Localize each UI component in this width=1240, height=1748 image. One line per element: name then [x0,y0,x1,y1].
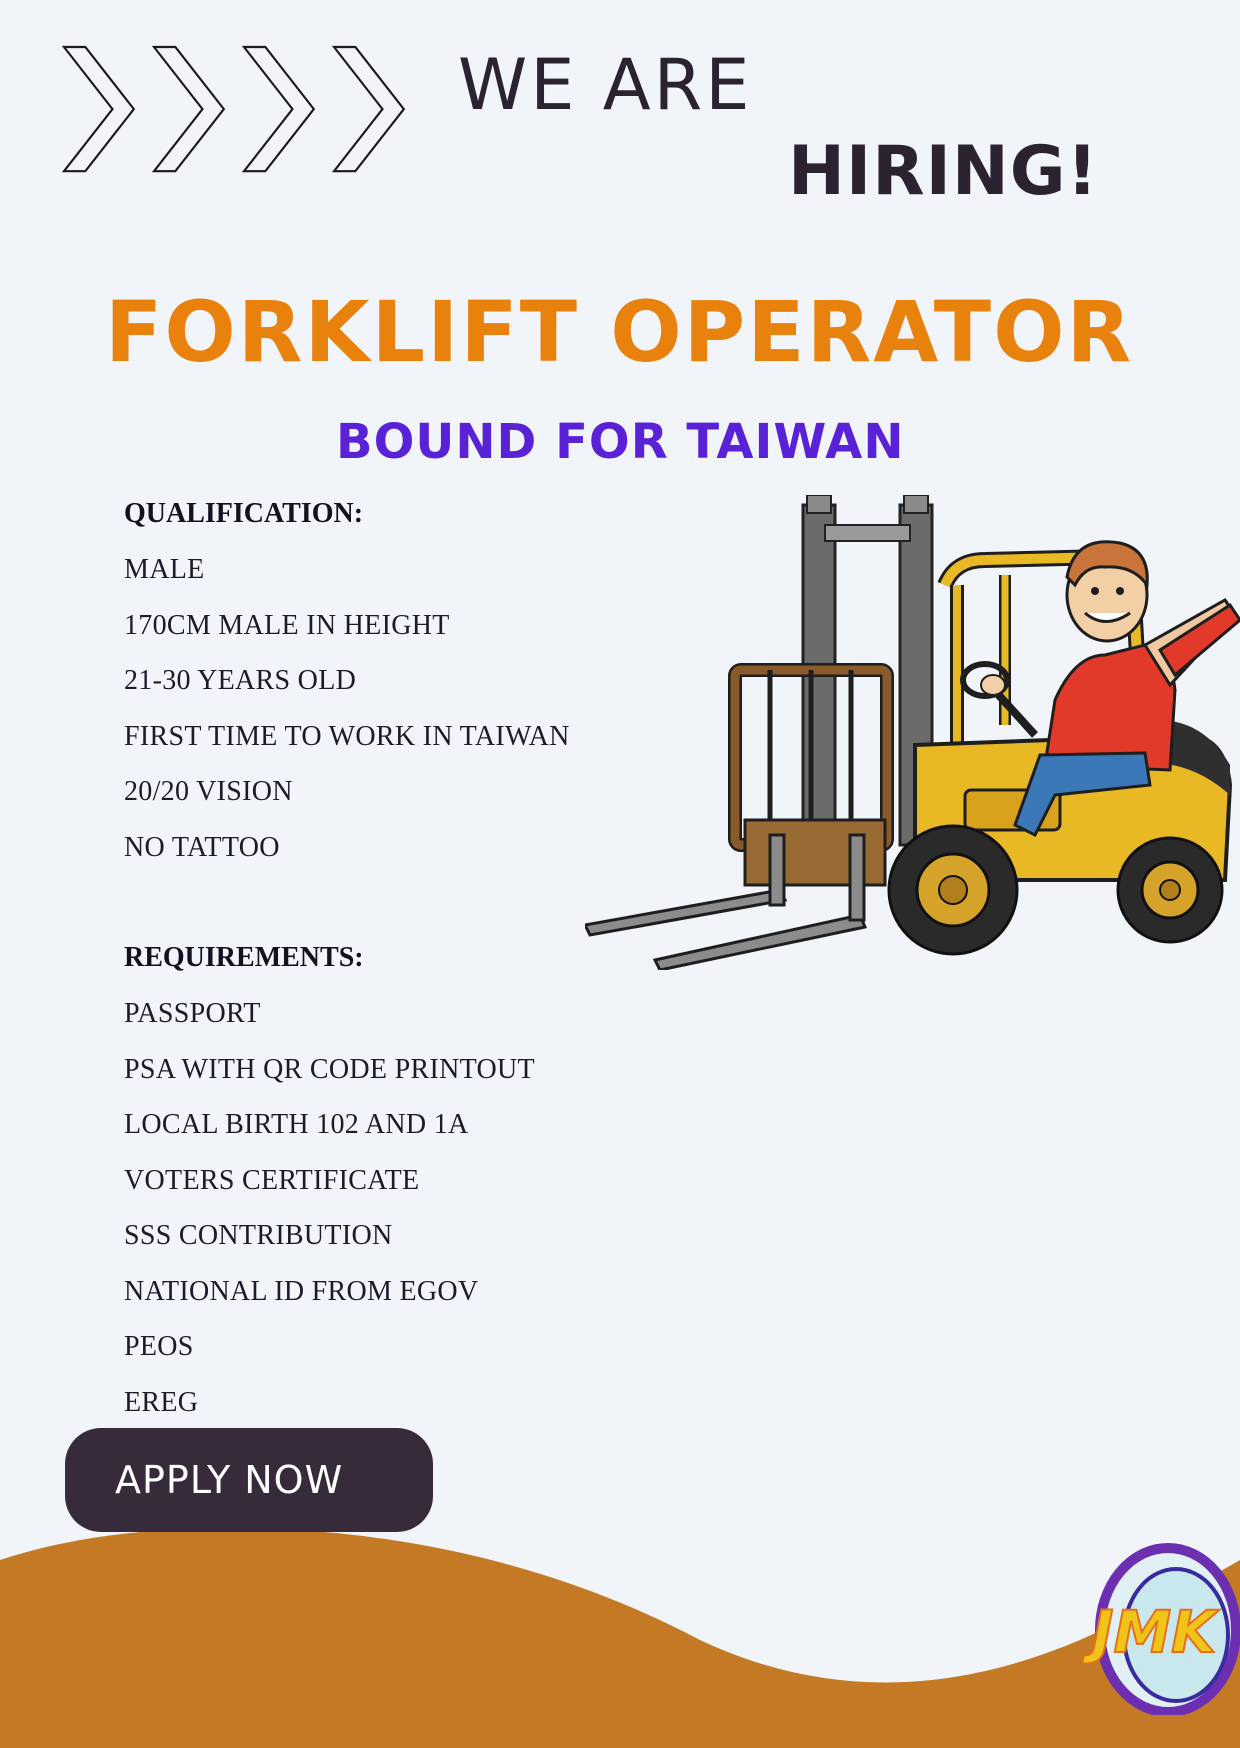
qualification-item: 20/20 VISION [124,776,293,807]
job-destination: BOUND FOR TAIWAN [336,414,905,470]
qualification-item: 21-30 YEARS OLD [124,665,357,696]
qualification-heading: QUALIFICATION: [124,498,364,529]
job-title: FORKLIFT OPERATOR [105,283,1134,381]
bottom-wave [0,1500,1240,1748]
qualification-item: MALE [124,554,205,585]
requirement-item: SSS CONTRIBUTION [124,1220,393,1251]
requirements-list [124,986,535,1430]
jmk-logo-icon [1068,1540,1240,1715]
apply-now-button[interactable]: APPLY NOW [65,1428,433,1532]
svg-text:JMK: JMK [1091,1598,1217,1666]
requirement-item: EREG [124,1386,199,1418]
requirement-item: LOCAL BIRTH 102 AND 1A [124,1109,469,1140]
requirements-heading: REQUIREMENTS: [124,942,364,973]
qualification-list [124,542,570,875]
requirement-item: NATIONAL ID FROM EGOV [124,1275,479,1307]
requirement-item: PASSPORT [124,998,261,1029]
qualification-item: FIRST TIME TO WORK IN TAIWAN [124,720,570,752]
forklift-illustration [585,495,1240,970]
qualification-item: 170CM MALE IN HEIGHT [124,609,450,641]
qualification-item: NO TATTOO [124,831,280,863]
requirement-item: PSA WITH QR CODE PRINTOUT [124,1053,535,1085]
requirement-item: VOTERS CERTIFICATE [124,1164,420,1196]
chevron-arrows-icon [62,45,418,173]
requirement-item: PEOS [124,1331,194,1362]
header-hiring: HIRING! [788,132,1099,211]
header-we-are: WE ARE [458,44,753,126]
